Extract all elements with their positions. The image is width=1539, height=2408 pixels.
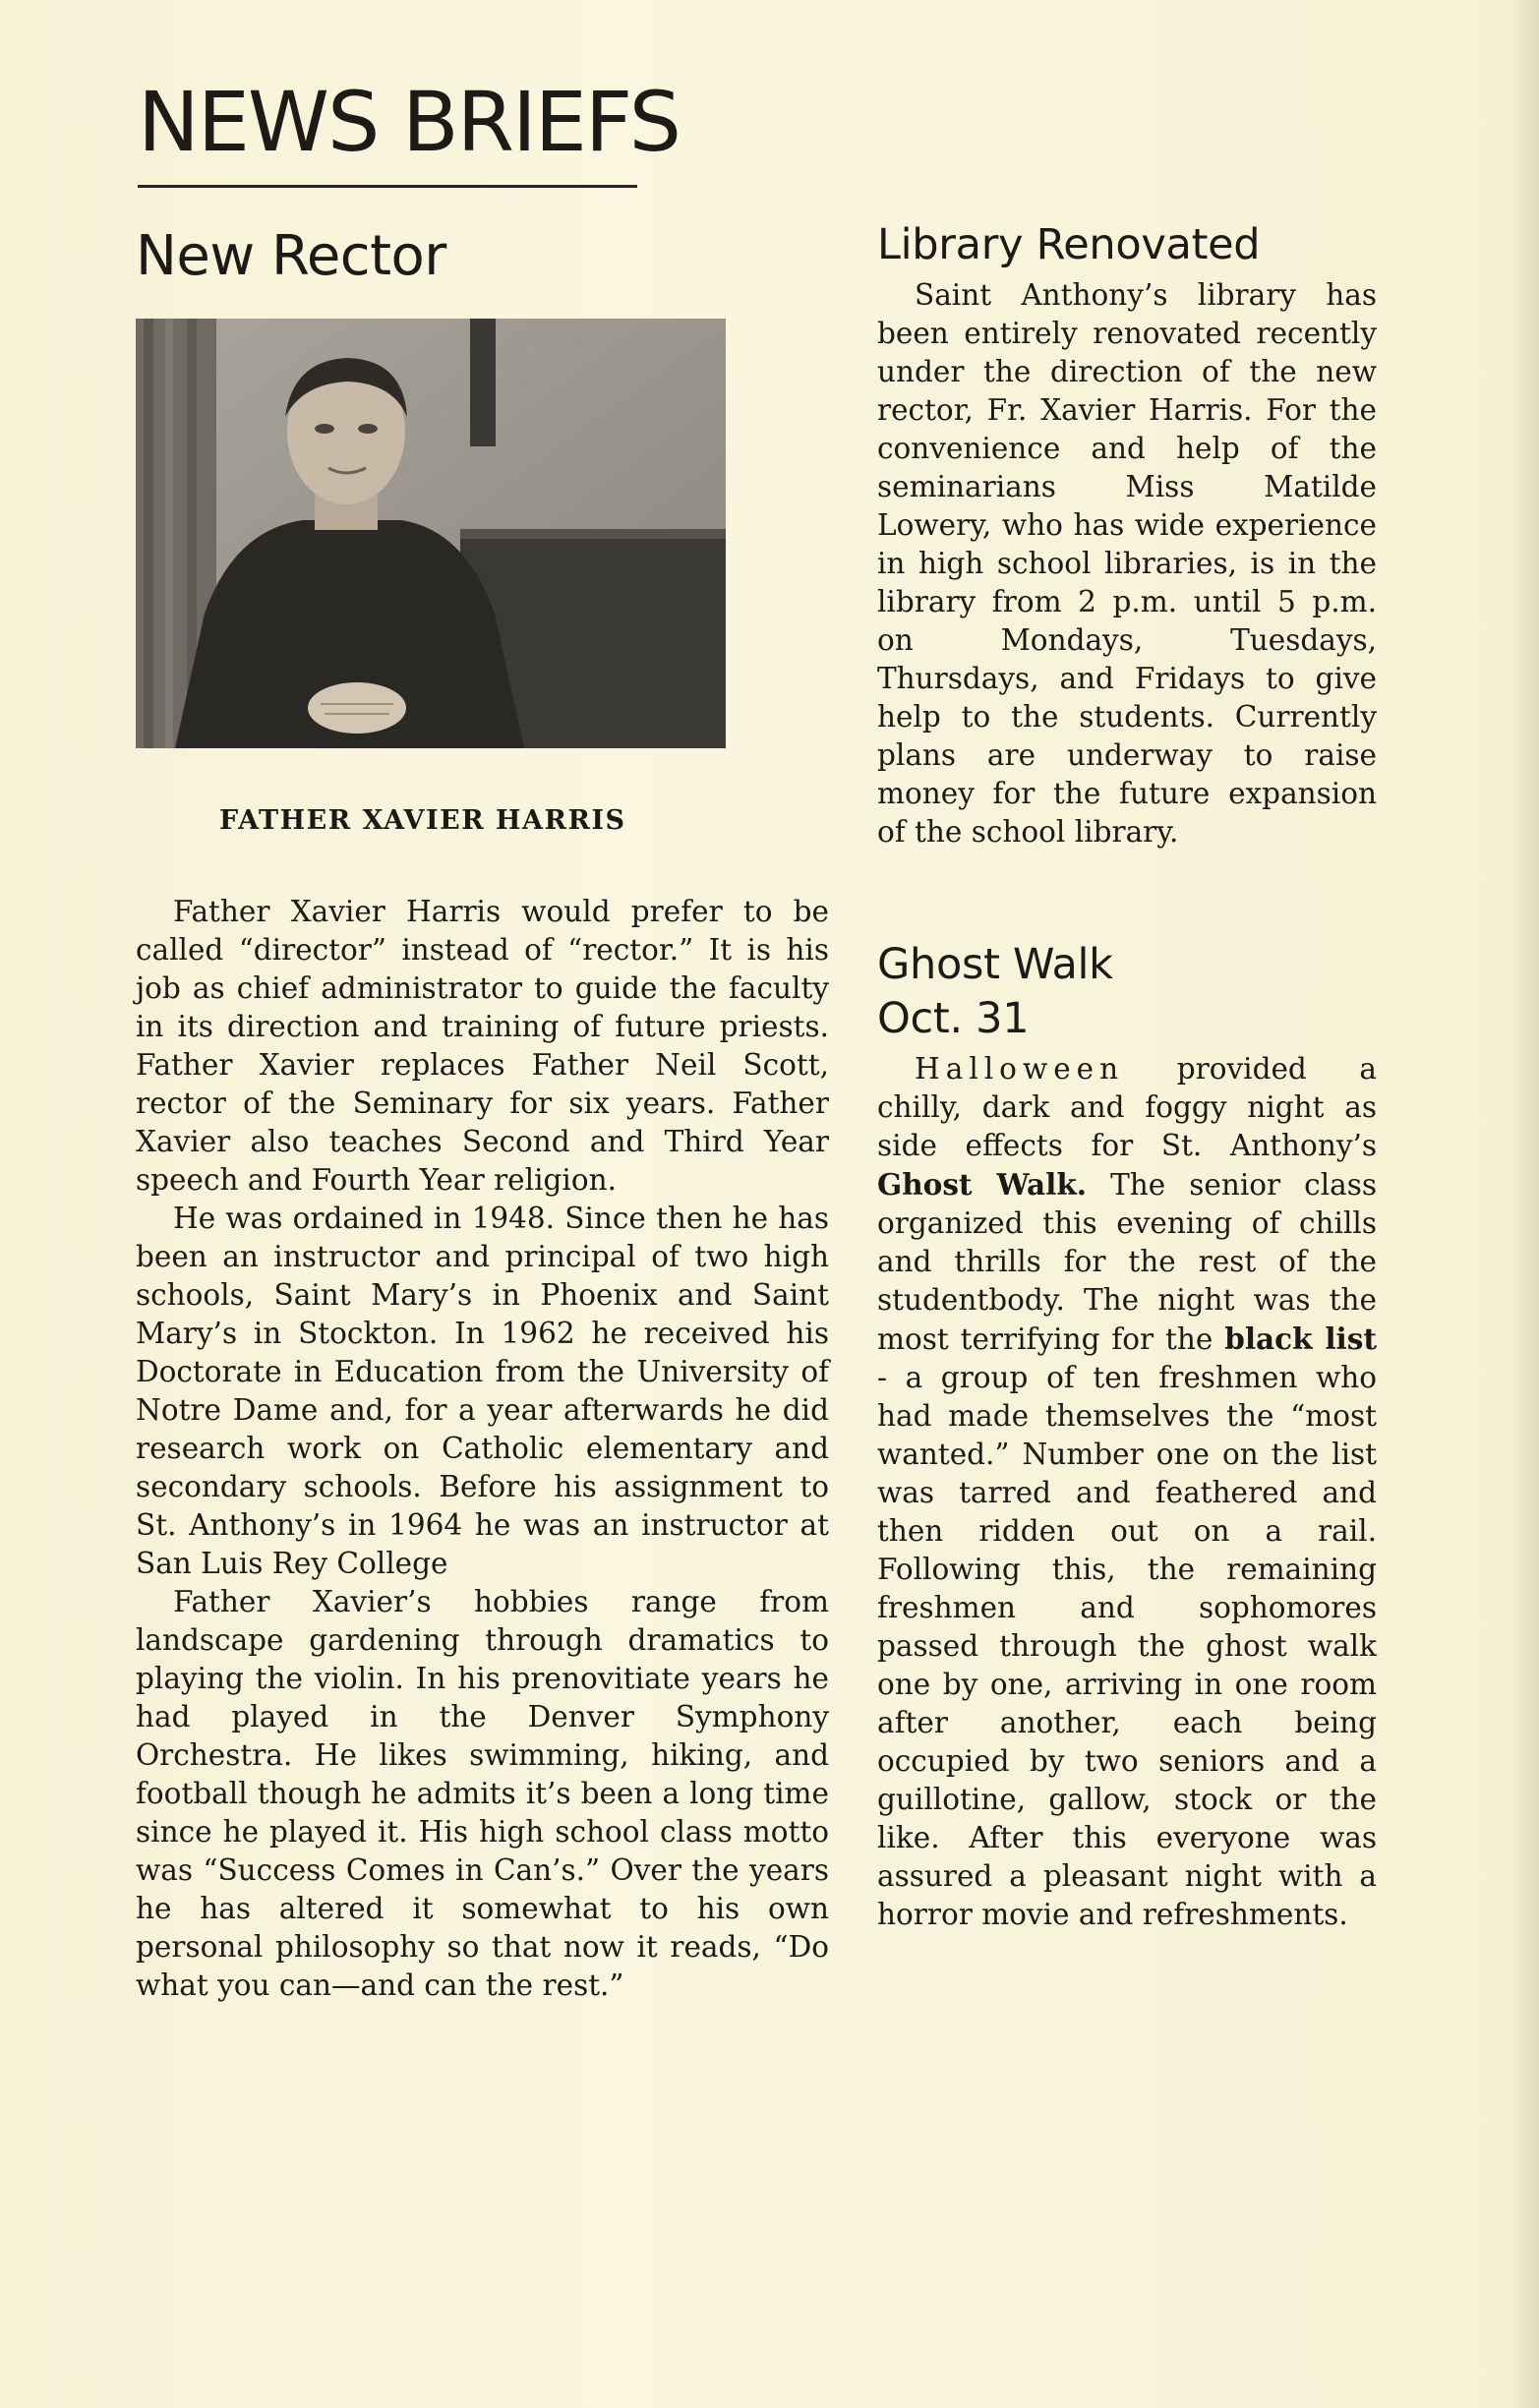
section-masthead: NEWS BRIEFS xyxy=(138,74,680,170)
ghost-walk-heading-line-1: Ghost Walk xyxy=(877,940,1113,990)
ghost-text-b: The senior class organized this evening of chills and thrills for the rest of the studentbody. The night was the most terrifying for the xyxy=(877,1168,1378,1357)
ghost-text-a: provided a chilly, dark and foggy night as side effects for St. Anthony’s xyxy=(877,1052,1377,1163)
library-body xyxy=(877,276,1377,852)
rector-paragraph-3: Father Xavier’s hobbies range from landscape gardening through dramatics to playing the violin. In his prenovitiate years he had played in the Denver Symphony Orchestra. He likes swimming, hiking, and football though he admits it’s been a long time since he played it. His high school class motto was “Success Comes in Can’s.” Over the years he has altered it somewhat to his own personal philosophy so that now it reads, “Do what you can—and can the rest.” xyxy=(136,1584,829,2002)
ghost-walk-bold-term: Ghost Walk. xyxy=(877,1167,1088,1203)
rector-body xyxy=(136,893,829,2005)
rector-heading: New Rector xyxy=(136,224,446,288)
photo-caption: FATHER XAVIER HARRIS xyxy=(219,804,626,836)
lead-word: Halloween xyxy=(915,1052,1125,1087)
ghost-walk-paragraph xyxy=(877,1050,1377,1934)
ghost-walk-body xyxy=(877,1050,1377,1934)
library-paragraph: Saint Anthony’s library has been entirely renovated recently under the direction of the new rector, Fr. Xavier Harris. For the convenience and help of the seminarians Miss Matilde Lowery, who has wide experience in high school libraries, is in the library from 2 p.m. until 5 p.m. on Mondays, Tuesdays, Thursdays, and Fridays to give help to the students. Currently plans are underway to raise money for the future expansion of the school library. xyxy=(877,278,1377,850)
ghost-walk-heading-line-2: Oct. 31 xyxy=(877,994,1030,1044)
rector-paragraph-1: Father Xavier Harris would prefer to be called “director” instead of “rector.” It is his job as chief administrator to guide the faculty in its direction and training of future priests. Father Xavier replaces Father Neil Scott, rector of the Seminary for six years. Father Xavier also teaches Second and Third Year speech and Fourth Year religion. xyxy=(136,894,829,1197)
ghost-walk-heading xyxy=(877,938,1377,1046)
rector-article xyxy=(136,226,829,2005)
black-list-bold-term: black list xyxy=(1224,1321,1377,1357)
right-column xyxy=(877,218,1377,1934)
library-heading: Library Renovated xyxy=(877,220,1261,269)
masthead-rule xyxy=(138,185,637,188)
ghost-text-c: - a group of ten freshmen who had made themselves the “most wanted.” Number one on the list was tarred and feathered and then ridden out on a rail. Following this, the remaining freshmen and sophomores passed through the ghost walk one by one, arriving in one room after another, each being occupied by two seniors and a guillotine, gallow, stock or the like. After this everyone was assured a pleasant night with a horror movie and refreshments. xyxy=(877,1361,1377,1932)
rector-paragraph-2: He was ordained in 1948. Since then he has been an instructor and principal of two high schools, Saint Mary’s in Phoenix and Saint Mary’s in Stockton. In 1962 he received his Doctorate in Education from the University of Notre Dame and, for a year afterwards he did research work on Catholic elementary and secondary schools. Before his assignment to St. Anthony’s in 1964 he was an instructor at San Luis Rey College xyxy=(136,1201,829,1580)
page-edge-shadow xyxy=(1509,0,1539,2408)
portrait-illustration xyxy=(136,319,726,748)
rector-photo xyxy=(136,319,726,748)
